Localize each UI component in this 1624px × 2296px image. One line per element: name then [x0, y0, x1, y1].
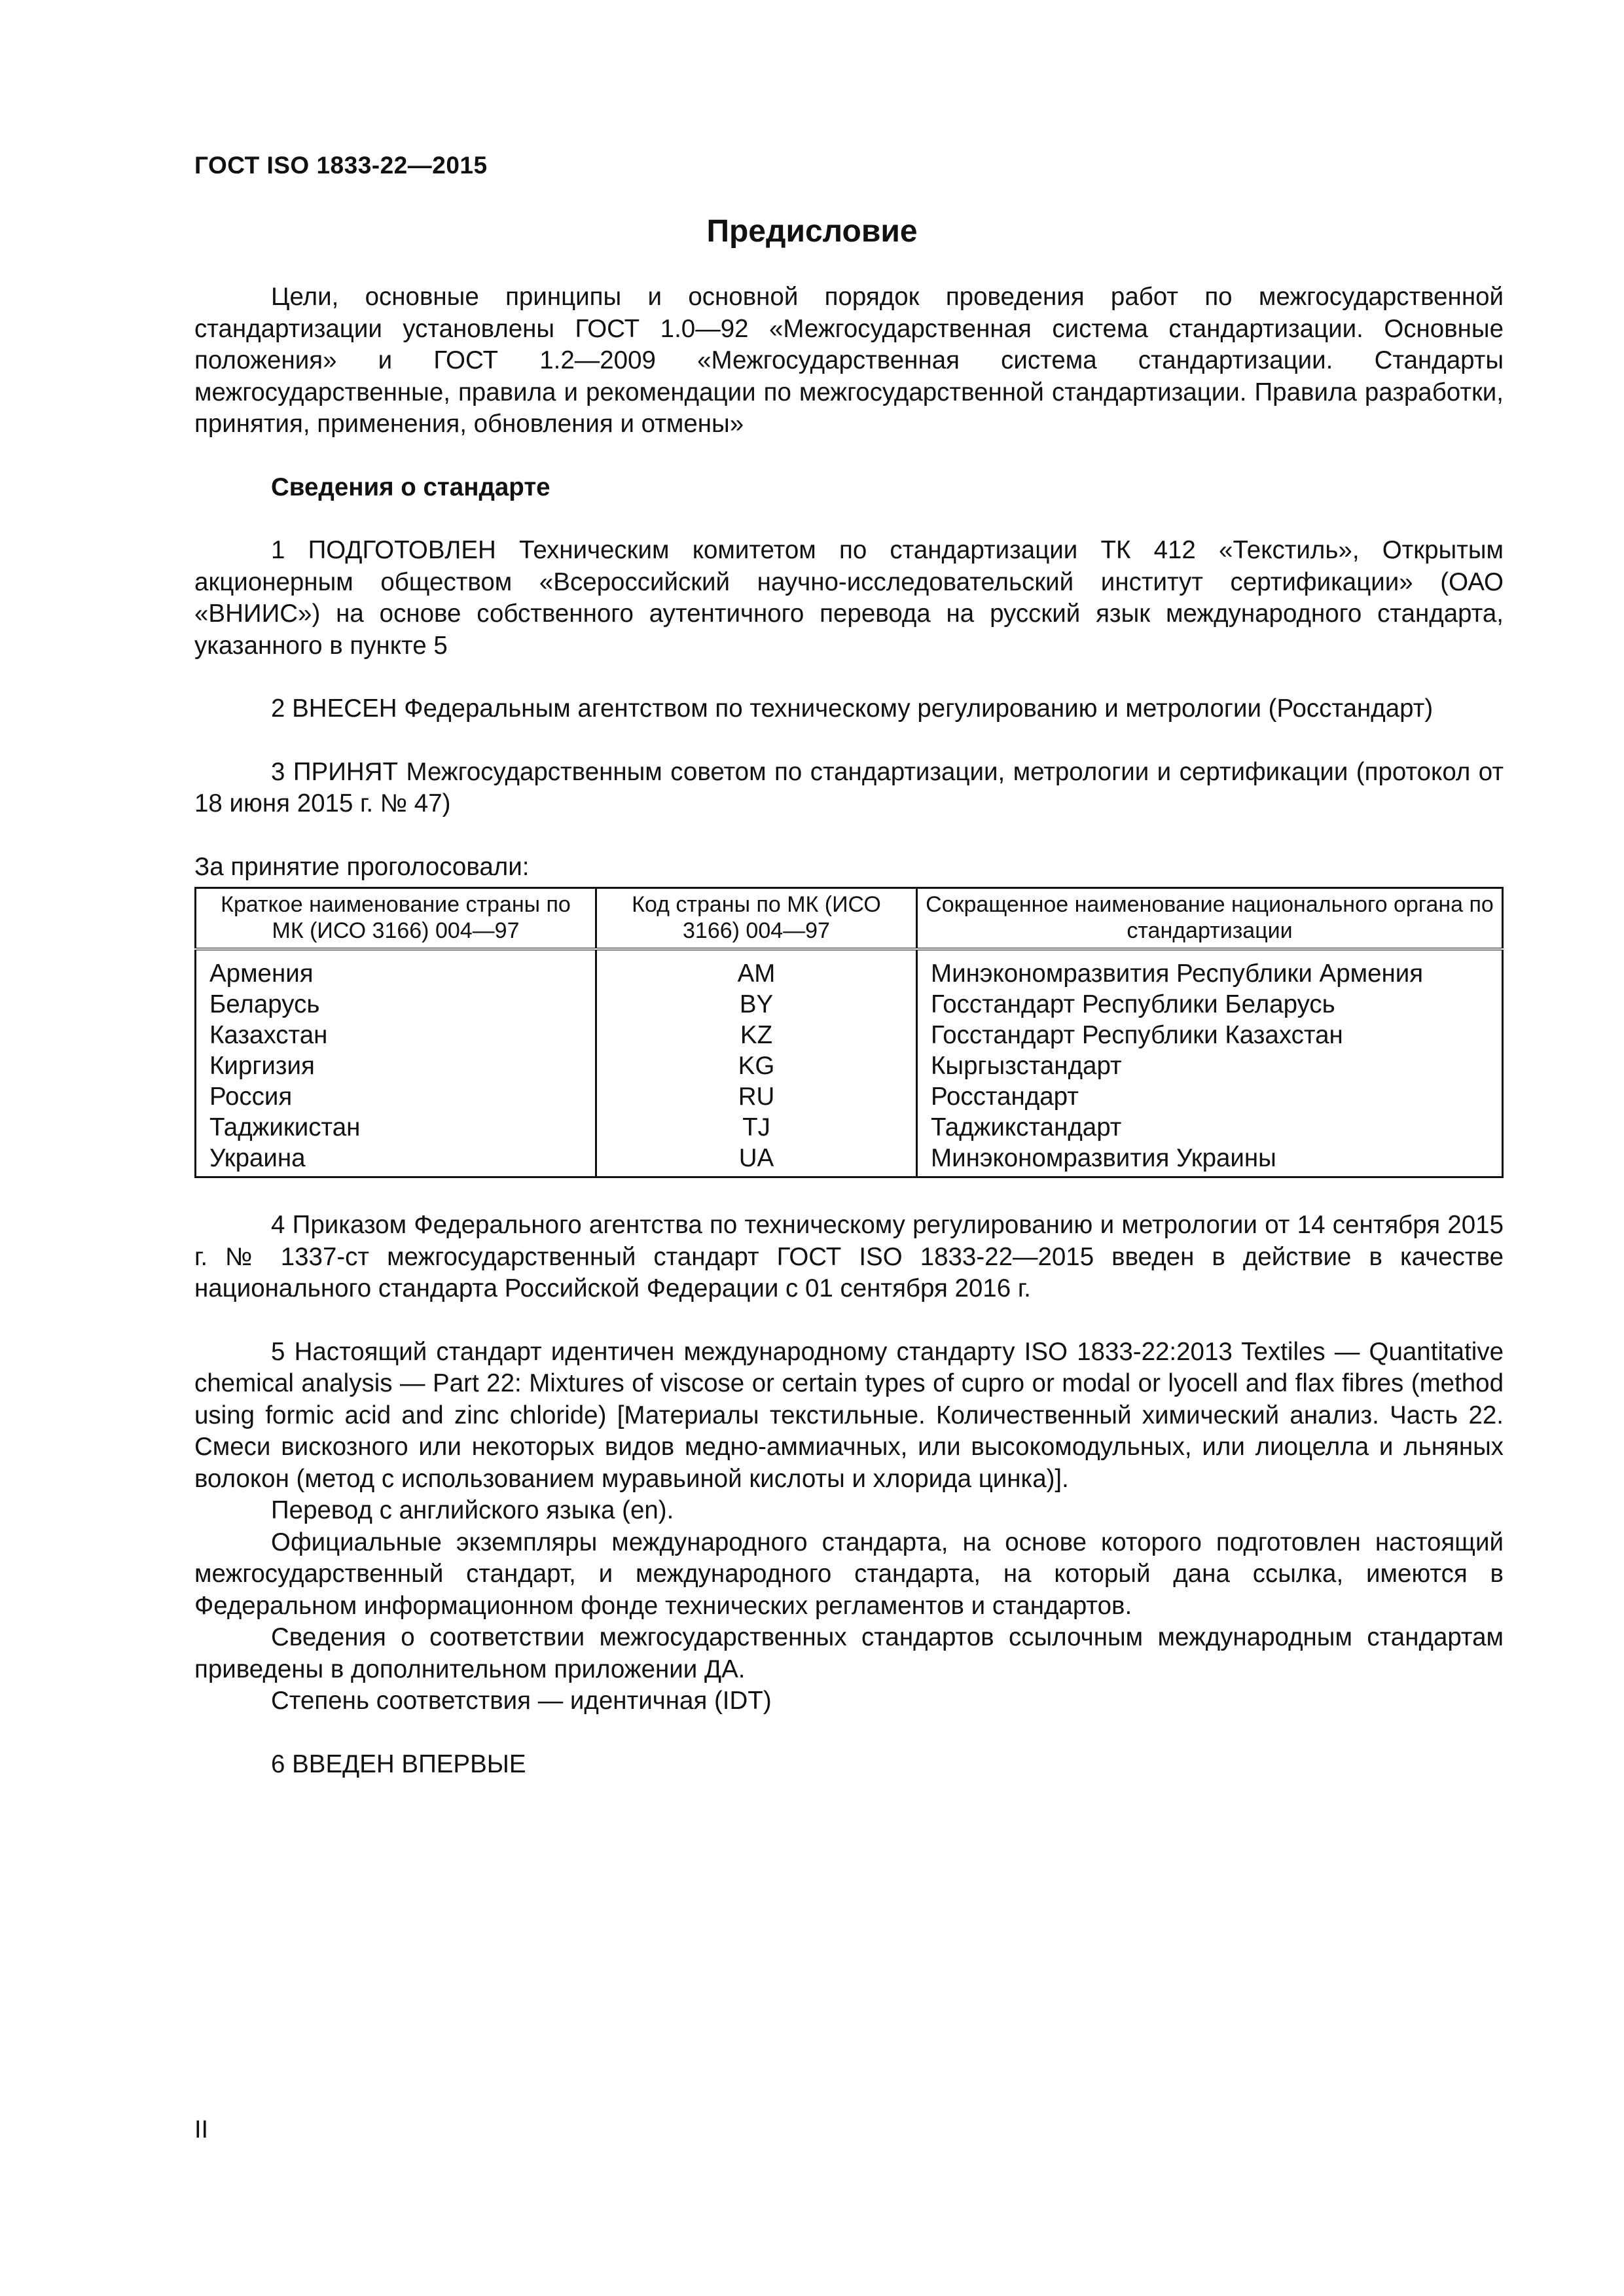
table-cell-country: Беларусь [209, 990, 320, 1018]
table-cell-code: BY [739, 990, 774, 1018]
table-cell-code: KZ [740, 1021, 773, 1049]
table-cell-code: TJ [742, 1113, 770, 1141]
page-number: II [194, 2116, 209, 2144]
item-order: 4 Приказом Федерального агентства по техническому регулированию и метрологии от 14 сентября 2015 г. № 1337-ст межгосударственный стандарт ГОСТ ISO 1833-22—2015 введен в действие в качестве национального стандарта Российской Федерации с 01 сентября 2016 г. [194, 1211, 1504, 1302]
table-cell-code: UA [738, 1144, 774, 1172]
table-cell-country: Россия [209, 1083, 293, 1111]
table-cell-agency: Росстандарт [931, 1083, 1079, 1111]
document-body [194, 281, 1504, 1780]
item-prepared: 1 ПОДГОТОВЛЕН Техническим комитетом по стандартизации ТК 412 «Текстиль», Открытым акционерным обществом «Всероссийский научно-исследовательский институт сертификации» (ОАО «ВНИИС») на основе собственного аутентичного перевода на русский язык международного стандарта, указанного в пункте 5 [194, 536, 1504, 660]
table-cell-agency: Кыргызстандарт [931, 1052, 1122, 1080]
table-header-row [196, 888, 1503, 950]
table-header-country: Краткое наименование страны по МК (ИСО 3166) 004—97 [196, 888, 596, 950]
table-cell-agency: Таджикстандарт [931, 1113, 1122, 1141]
table-cell-country: Казахстан [209, 1021, 328, 1049]
table-header-agency: Сокращенное наименование национального органа по стандартизации [917, 888, 1503, 950]
page-title: Предисловие [706, 214, 918, 249]
item-degree: Степень соответствия — идентичная (IDT) [271, 1687, 772, 1715]
table-cell-agency: Госстандарт Республики Казахстан [931, 1021, 1343, 1049]
table-cell-code: KG [738, 1052, 775, 1080]
item-identical: 5 Настоящий стандарт идентичен международному стандарту ISO 1833-22:2013 Textiles — Quantitative chemical analysis — Part 22: Mixtures of viscose or certain types of cupro or modal or lyocell and flax fibres (method using formic acid and zinc chloride) [Материалы текстильные. Количественный химический анализ. Часть 22. Смеси вискозного или некоторых видов медно-аммиачных, или высокомодульных, или лиоцелла и льняных волокон (метод с использованием муравьиной кислоты и хлорида цинка)]. [194, 1337, 1504, 1493]
item-official-copies: Официальные экземпляры международного стандарта, на основе которого подготовлен настоящий межгосударственный стандарт, и международного стандарта, на который дана ссылка, имеются в Федеральном информационном фонде технических регламентов и стандартов. [194, 1528, 1504, 1620]
intro-paragraph: Цели, основные принципы и основной порядок проведения работ по межгосударственной стандартизации установлены ГОСТ 1.0—92 «Межгосударственная система стандартизации. Основные положения» и ГОСТ 1.2—2009 «Межгосударственная система стандартизации. Стандарты межгосударственные, правила и рекомендации по межгосударственной стандартизации. Правила разработки, принятия, применения, обновления и отмены» [194, 283, 1504, 438]
table-cell-country: Армения [209, 960, 314, 988]
table-cell-agency: Госстандарт Республики Беларусь [931, 990, 1335, 1018]
code-column [596, 949, 917, 1177]
item-submitted: 2 ВНЕСЕН Федеральным агентством по техническому регулированию и метрологии (Росстандарт) [271, 694, 1434, 723]
table-cell-country: Украина [209, 1144, 306, 1172]
table-cell-code: RU [738, 1083, 775, 1111]
item-compliance: Сведения о соответствии межгосударственных стандартов ссылочным международным стандартам приведены в дополнительном приложении ДА. [194, 1623, 1504, 1683]
table-cell-country: Киргизия [209, 1052, 315, 1080]
document-code: ГОСТ ISO 1833-22—2015 [194, 152, 488, 179]
table-cell-code: AM [737, 960, 776, 988]
country-column [196, 949, 596, 1177]
votes-table [194, 887, 1504, 1178]
section-subheading: Сведения о стандарте [271, 473, 550, 501]
voted-label: За принятие проголосовали: [194, 852, 530, 881]
table-cell-agency: Минэкономразвития Украины [931, 1144, 1276, 1172]
table-body [196, 949, 1503, 1177]
item-translation: Перевод с английского языка (en). [271, 1496, 674, 1524]
table-header-code: Код страны по МК (ИСО 3166) 004—97 [596, 888, 917, 950]
table-cell-country: Таджикистан [209, 1113, 361, 1141]
item-adopted: 3 ПРИНЯТ Межгосударственным советом по стандартизации, метрологии и сертификации (протокол от 18 июня 2015 г. № 47) [194, 757, 1504, 817]
agency-column [917, 949, 1503, 1177]
table-cell-agency: Минэкономразвития Республики Армения [931, 960, 1424, 988]
item-first-introduced: 6 ВВЕДЕН ВПЕРВЫЕ [271, 1749, 526, 1778]
